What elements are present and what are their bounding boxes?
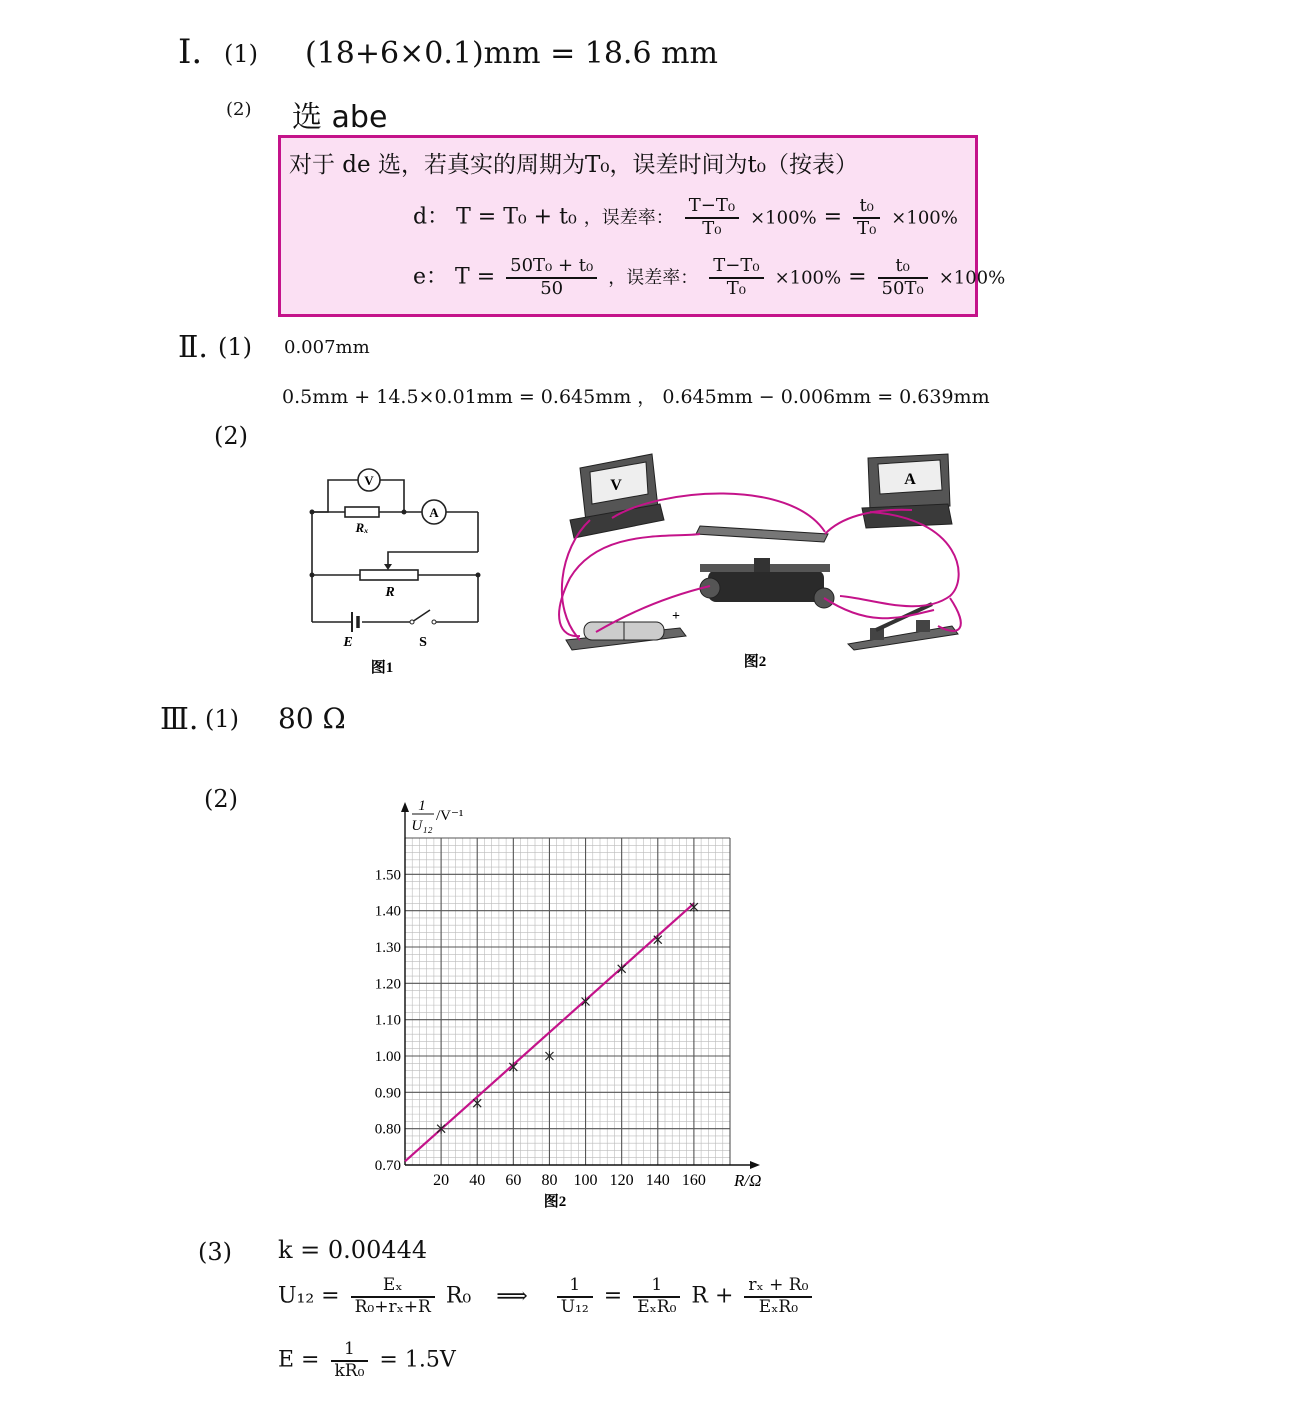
box-row-d <box>413 196 958 239</box>
rx-resistor <box>345 507 379 517</box>
box-d-equals: = <box>823 204 843 230</box>
eq3-frac <box>331 1340 369 1381</box>
equation-3 <box>278 1340 456 1381</box>
x-tick-label: 160 <box>681 1172 706 1189</box>
box-e-frac <box>506 256 597 299</box>
part3-q3-number: (3) <box>198 1238 232 1266</box>
x-tick-label: 140 <box>645 1172 670 1189</box>
ammeter-device <box>862 454 952 528</box>
voltmeter-device-label: V <box>610 477 622 494</box>
x-tick-label: 120 <box>609 1172 634 1189</box>
eq2-d2: EₓR₀ <box>637 1296 677 1317</box>
box-d-frac2-num: t₀ <box>853 196 880 219</box>
x-tick-label: 60 <box>505 1172 522 1189</box>
switch-label: S <box>419 635 427 650</box>
box-d-frac1-den: T₀ <box>702 217 722 239</box>
eq3-lhs: E = <box>278 1347 320 1373</box>
box-e-frac1 <box>709 256 763 299</box>
y-tick-label: 1.30 <box>374 940 401 956</box>
chart-caption: 图2 <box>543 1194 567 1210</box>
part1-q1-number: (1) <box>224 40 258 68</box>
box-e-frac-num: 50T₀ + t₀ <box>506 256 597 279</box>
eq2-frac2 <box>633 1276 680 1317</box>
part2-q1-answer: 0.007mm <box>284 337 370 358</box>
y-tick-label: 0.90 <box>374 1085 401 1102</box>
box-row-e <box>413 256 1005 299</box>
box-d-frac1-num: T−T₀ <box>685 196 739 219</box>
y-tick-label: 1.00 <box>374 1049 401 1065</box>
figure2-caption: 图2 <box>743 654 767 670</box>
chart-ylabel-unit: /V⁻¹ <box>436 808 464 824</box>
battery-label: E <box>343 635 353 650</box>
box-e-eq-prefix: T = <box>455 264 496 290</box>
part1-q2-number: (2) <box>226 99 252 120</box>
box-d-eq: T = T₀ + t₀ <box>456 204 577 230</box>
x-tick-label: 100 <box>573 1172 598 1189</box>
part3-q2-number: (2) <box>204 785 238 813</box>
x-tick-label: 20 <box>433 1172 450 1189</box>
rx-label: Rₓ <box>355 520 369 535</box>
part3-q1-number: (1) <box>205 705 239 733</box>
part1-q2-answer: 选 abe <box>292 100 388 135</box>
box-d-frac2 <box>853 196 880 239</box>
box-e-frac1-num: T−T₀ <box>709 256 763 279</box>
part1-q1-answer: (18+6×0.1)mm = 18.6 mm <box>305 36 718 71</box>
part2-q1-number: (1) <box>218 333 252 361</box>
eq2-r: R + <box>691 1283 734 1309</box>
box-e-frac2-den: 50T₀ <box>881 277 924 299</box>
y-tick-label: 1.50 <box>374 867 401 884</box>
eq1-lhs: U₁₂ = <box>278 1283 340 1309</box>
eq2-equals: = <box>603 1283 623 1309</box>
box-intro: 对于 de 选，若真实的周期为T₀，误差时间为t₀（按表） <box>289 152 858 178</box>
equation-1 <box>278 1276 816 1317</box>
box-e-frac1-den: T₀ <box>726 277 747 299</box>
k-value: k = 0.00444 <box>278 1236 428 1264</box>
x-axis-arrow <box>750 1161 760 1169</box>
y-tick-label: 1.20 <box>374 976 401 993</box>
part2-q2-number: (2) <box>214 422 248 450</box>
explanation-box <box>278 135 1006 317</box>
chart-y-axis-label <box>411 798 463 834</box>
x-tick-label: 80 <box>541 1172 558 1189</box>
figure1-caption: 图1 <box>370 660 394 676</box>
eq1-num: Eₓ <box>351 1276 435 1298</box>
ammeter-device-label: A <box>904 471 916 488</box>
ammeter-label: A <box>429 505 439 520</box>
chart-ylabel-numerator: 1 <box>418 798 426 814</box>
part3-label: Ⅲ. <box>160 702 199 737</box>
box-e-equals: = <box>848 264 867 290</box>
box-e-frac2 <box>878 256 928 299</box>
part1-label: Ⅰ. <box>178 32 203 72</box>
eq2-n3: rₓ + R₀ <box>744 1276 812 1298</box>
y-tick-label: 1.10 <box>374 1012 401 1029</box>
eq1-den: R₀+rₓ+R <box>354 1296 431 1317</box>
y-tick-label: 1.40 <box>374 903 401 920</box>
chart-x-ticks <box>433 1172 706 1189</box>
part2-label: Ⅱ. <box>178 330 208 365</box>
linear-fit-chart <box>330 780 780 1220</box>
apparatus-diagram <box>540 448 970 673</box>
box-d-pct1: ×100% <box>750 207 817 229</box>
box-e-label: e： <box>413 264 449 290</box>
box-d-label: d： <box>413 204 450 230</box>
chart-ylabel-denominator: U₁₂ <box>411 818 433 834</box>
eq1-frac <box>351 1276 435 1317</box>
box-d-frac1 <box>685 196 739 239</box>
box-d-frac2-den: T₀ <box>857 217 877 239</box>
rheostat-device <box>700 558 834 608</box>
box-e-pct2: ×100% <box>938 267 1006 289</box>
chart-grid-major <box>405 838 730 1165</box>
eq3-rhs: = 1.5V <box>379 1347 456 1373</box>
y-axis-arrow <box>401 802 409 812</box>
box-d-err-label: ，误差率： <box>583 207 674 229</box>
box-e-pct1: ×100% <box>774 267 842 289</box>
implies-arrow: ⟹ <box>496 1283 528 1309</box>
box-e-frac2-num: t₀ <box>878 256 928 279</box>
eq2-d1: U₁₂ <box>560 1296 589 1317</box>
box-e-err-label: ，误差率： <box>608 267 699 289</box>
rheostat-label: R <box>385 585 395 600</box>
chart-xlabel: R/Ω <box>734 1171 762 1190</box>
voltmeter-label: V <box>364 473 374 488</box>
eq2-frac1 <box>557 1276 593 1317</box>
y-tick-label: 0.70 <box>374 1158 401 1174</box>
eq3-den: kR₀ <box>334 1360 365 1381</box>
box-e-frac-den: 50 <box>540 277 564 299</box>
part2-q1-calculation: 0.5mm + 14.5×0.01mm = 0.645mm ， 0.645mm − 0.006mm = 0.639mm <box>282 386 990 408</box>
eq1-r0: R₀ <box>445 1283 472 1309</box>
part3-q1-answer: 80 Ω <box>278 702 346 735</box>
chart-y-ticks <box>375 867 401 1174</box>
eq2-n1: 1 <box>557 1276 593 1298</box>
data-point <box>473 1098 481 1108</box>
eq3-num: 1 <box>331 1340 369 1362</box>
eq2-frac3 <box>744 1276 812 1317</box>
y-tick-label: 0.80 <box>374 1121 401 1138</box>
eq2-d3: EₓR₀ <box>758 1296 799 1317</box>
circuit-diagram <box>300 460 490 680</box>
eq2-n2: 1 <box>633 1276 680 1298</box>
x-tick-label: 40 <box>469 1172 486 1189</box>
box-d-pct2: ×100% <box>891 207 958 229</box>
chart-grid-minor <box>405 838 730 1165</box>
battery-plus: + <box>672 609 680 624</box>
